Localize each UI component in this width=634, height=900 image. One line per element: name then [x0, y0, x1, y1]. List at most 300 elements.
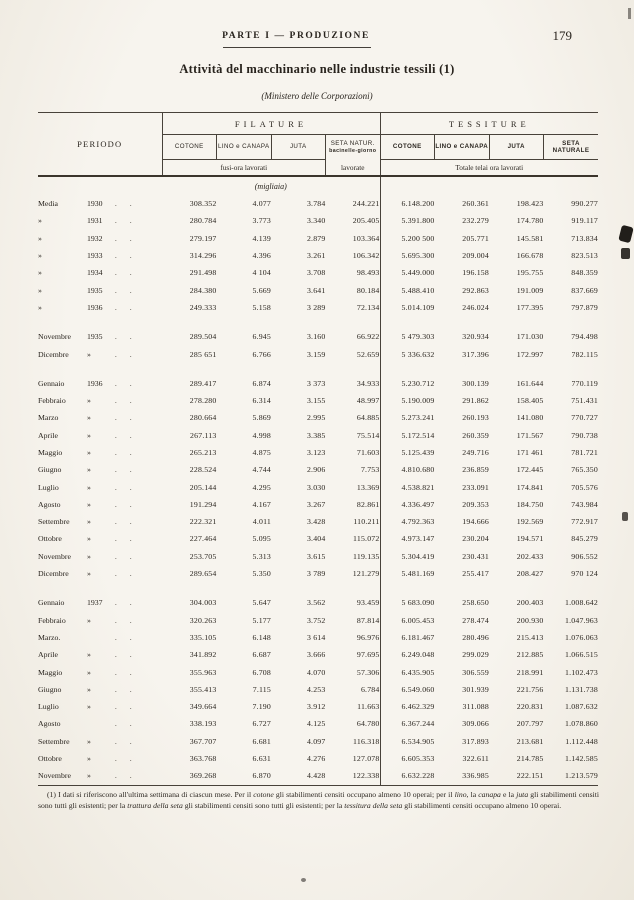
period-dots: . . [114, 448, 132, 457]
period-dots: . . [114, 349, 132, 359]
value-cell: 11.663 [326, 698, 381, 715]
table-row [38, 698, 598, 715]
period-label: Marzo. [38, 632, 61, 642]
value-cell: 236.859 [462, 465, 489, 475]
value-cell: 232.279 [462, 216, 489, 226]
value-cell: 215.413 [516, 632, 544, 642]
col-header-tessiture-seta-naturale: SETA NATURALE [544, 135, 599, 160]
filature-group-header: FILATURE [162, 113, 380, 135]
page-subtitle: (Ministero delle Corporazioni) [261, 91, 373, 101]
table-row [38, 530, 598, 547]
period-year: » [86, 499, 91, 509]
value-cell: 227.464 [189, 534, 217, 544]
value-cell: 3.155 [306, 396, 326, 406]
period-cell [38, 427, 162, 444]
period-cell [38, 328, 162, 345]
period-cell [38, 513, 162, 530]
value-cell: 3.123 [306, 448, 326, 457]
value-cell: 289.504 [189, 332, 217, 342]
period-cell [38, 299, 162, 316]
value-cell: 6.631 [252, 754, 271, 764]
period-cell [38, 444, 162, 461]
value-cell: 4.538.821 [401, 482, 435, 492]
value-cell: 823.513 [571, 251, 598, 261]
value-cell: 6.148 [252, 632, 271, 642]
value-cell: 191.294 [189, 499, 217, 509]
period-year: » [86, 615, 91, 625]
value-cell: 174.841 [516, 482, 544, 492]
value-cell: 246.024 [462, 302, 489, 312]
value-cell: 292.863 [462, 285, 489, 295]
scan-artifact [618, 225, 634, 243]
value-cell: 320.934 [462, 332, 489, 342]
period-cell [38, 715, 162, 732]
value-cell: 308.352 [189, 199, 217, 209]
value-cell: 6.534.905 [401, 736, 435, 746]
value-cell: 4.139 [252, 233, 271, 243]
value-cell: 291.498 [189, 268, 217, 278]
value-cell: 158.405 [516, 396, 544, 406]
value-cell: 6.435.905 [401, 667, 435, 677]
page-title: Attività del macchinario nelle industrie tessili (1) [179, 62, 455, 76]
period-label: Luglio [38, 702, 59, 712]
value-cell: 335.105 [189, 632, 217, 642]
table-row [38, 345, 598, 362]
table-row [38, 212, 598, 229]
period-cell [38, 281, 162, 298]
value-cell: 4.428 [306, 771, 326, 781]
period-year: » [86, 517, 91, 527]
period-year: » [86, 396, 91, 406]
period-cell [38, 681, 162, 698]
period-dots: . . [114, 551, 132, 561]
tessiture-group-header: TESSITURE [380, 113, 598, 135]
period-dots: . . [114, 598, 132, 608]
value-cell: 249.716 [462, 448, 489, 457]
value-cell: 322.611 [462, 754, 489, 764]
value-cell: 278.474 [462, 615, 489, 625]
value-cell: 338.193 [189, 719, 217, 729]
value-cell: 3.385 [306, 430, 326, 440]
period-dots: . . [114, 719, 132, 729]
period-dots: . . [114, 771, 132, 781]
period-dots: . . [114, 736, 132, 746]
value-cell: 209.353 [462, 499, 489, 509]
seta-header-line1: SETA NATUR. [330, 140, 375, 148]
value-cell: 207.797 [516, 719, 544, 729]
value-cell: 6.249.048 [401, 650, 435, 660]
value-cell: 57.306 [326, 663, 381, 680]
period-dots: . . [114, 268, 132, 278]
value-cell: 990.277 [571, 199, 598, 209]
subheader-fusi-ora: fusi-ora lavorati [162, 160, 326, 177]
value-cell: 230.204 [462, 534, 489, 544]
value-cell: 291.862 [462, 396, 489, 406]
value-cell: 4.810.680 [401, 465, 435, 475]
value-cell: 5.481.169 [401, 569, 435, 579]
value-cell: 6.314 [252, 396, 271, 406]
value-cell: 300.139 [462, 378, 489, 388]
value-cell: 751.431 [571, 396, 598, 406]
value-cell: 336.985 [462, 771, 489, 781]
value-cell: 191.009 [516, 285, 544, 295]
period-label: Dicembre [38, 349, 69, 359]
value-cell: 6.874 [252, 378, 271, 388]
period-label: Settembre [38, 517, 70, 527]
value-cell: 255.417 [462, 569, 489, 579]
value-cell: 6.549.060 [401, 684, 435, 694]
value-cell: 3.160 [306, 332, 326, 342]
value-cell: 116.318 [326, 733, 381, 750]
col-header-tessiture-cotone: COTONE [380, 135, 435, 160]
value-cell: 97.695 [326, 646, 381, 663]
value-cell: 192.569 [516, 517, 544, 527]
value-cell: 320.263 [189, 615, 217, 625]
period-year: » [86, 736, 91, 746]
table-row [38, 681, 598, 698]
period-year: 1933 [86, 251, 103, 261]
value-cell: 194.571 [516, 534, 544, 544]
value-cell: 71.603 [326, 444, 381, 461]
period-label: Ottobre [38, 754, 62, 764]
value-cell: 3.773 [252, 216, 271, 226]
value-cell: 260.361 [462, 199, 489, 209]
period-label: Aprile [38, 650, 58, 660]
period-cell [38, 392, 162, 409]
value-cell: 5 683.090 [401, 598, 435, 608]
value-cell: 6.687 [252, 650, 271, 660]
value-cell: 80.184 [326, 281, 381, 298]
period-dots: . . [114, 569, 132, 579]
value-cell: 5.647 [252, 598, 271, 608]
value-cell: 5.177 [252, 615, 271, 625]
value-cell: 1.047.963 [565, 615, 598, 625]
table-row [38, 548, 598, 565]
value-cell: 5.158 [252, 302, 271, 312]
value-cell: 260.359 [462, 430, 489, 440]
value-cell: 161.644 [516, 378, 544, 388]
period-cell [38, 565, 162, 582]
period-dots: . . [114, 332, 132, 342]
period-label: Marzo [38, 413, 59, 423]
value-cell: 98.493 [326, 264, 381, 281]
period-dots: . . [114, 216, 132, 226]
value-cell: 280.664 [189, 413, 217, 423]
value-cell: 6.462.329 [401, 702, 435, 712]
value-cell: 314.296 [189, 251, 217, 261]
value-cell: 363.768 [189, 754, 217, 764]
value-cell: 770.119 [571, 378, 598, 388]
period-cell [38, 375, 162, 392]
value-cell: 3.428 [306, 517, 326, 527]
period-label: » [38, 251, 42, 261]
period-label: Febbraio [38, 615, 66, 625]
value-cell: 790.738 [571, 430, 598, 440]
period-label: Ottobre [38, 534, 62, 544]
value-cell: 260.193 [462, 413, 489, 423]
period-label: Luglio [38, 482, 59, 492]
value-cell: 5.273.241 [401, 413, 435, 423]
period-year: 1935 [86, 285, 103, 295]
value-cell: 1.008.642 [565, 598, 598, 608]
value-cell: 64.780 [326, 715, 381, 732]
value-cell: 93.459 [326, 594, 381, 611]
col-header-tessiture-lino-canapa: LINO e CANAPA [435, 135, 490, 160]
value-cell: 5 336.632 [401, 349, 435, 359]
value-cell: 103.364 [326, 230, 381, 247]
value-cell: 222.151 [516, 771, 544, 781]
period-label: » [38, 216, 42, 226]
period-label: » [38, 268, 42, 278]
value-cell: 3 373 [306, 378, 326, 388]
running-head-title: PARTE I — PRODUZIONE [222, 31, 370, 41]
value-cell: 5.014.109 [401, 302, 435, 312]
value-cell: 82.861 [326, 496, 381, 513]
period-year: 1937 [86, 598, 103, 608]
table-row [38, 496, 598, 513]
value-cell: 177.395 [516, 302, 544, 312]
value-cell: 3.340 [306, 216, 326, 226]
value-cell: 280.496 [462, 632, 489, 642]
period-cell [38, 629, 162, 646]
value-cell: 4 104 [252, 268, 271, 278]
period-cell [38, 461, 162, 478]
period-year: 1931 [86, 216, 103, 226]
period-cell [38, 767, 162, 785]
period-label: Gennaio [38, 378, 65, 388]
value-cell: 782.115 [571, 349, 598, 359]
value-cell: 299.029 [462, 650, 489, 660]
period-dots: . . [114, 413, 132, 423]
value-cell: 5.695.300 [401, 251, 435, 261]
value-cell: 4.973.147 [401, 534, 435, 544]
value-cell: 3.562 [306, 598, 326, 608]
period-label: Media [38, 199, 58, 209]
value-cell: 64.885 [326, 409, 381, 426]
value-cell: 713.834 [571, 233, 598, 243]
period-cell [38, 698, 162, 715]
value-cell: 5.313 [252, 551, 271, 561]
value-cell: 906.552 [571, 551, 598, 561]
value-cell: 75.514 [326, 427, 381, 444]
period-year: 1935 [86, 332, 103, 342]
value-cell: 4.875 [252, 448, 271, 457]
value-cell: 258.650 [462, 598, 489, 608]
period-dots: . . [114, 615, 132, 625]
period-cell [38, 612, 162, 629]
value-cell: 7.115 [252, 684, 271, 694]
period-year: » [86, 482, 91, 492]
value-cell: 145.581 [516, 233, 544, 243]
value-cell: 249.333 [189, 302, 217, 312]
value-cell: 195.755 [516, 268, 544, 278]
value-cell: 253.705 [189, 551, 217, 561]
unit-note: (migliaia) [162, 176, 380, 195]
period-label: Febbraio [38, 396, 66, 406]
period-label: Settembre [38, 736, 70, 746]
value-cell: 3.615 [306, 551, 326, 561]
value-cell: 221.756 [516, 684, 544, 694]
value-cell: 3.267 [306, 499, 326, 509]
period-year: » [86, 551, 91, 561]
subheader-seta-lavorate: lavorate [326, 160, 381, 177]
period-label: Novembre [38, 332, 71, 342]
value-cell: 214.785 [516, 754, 544, 764]
period-cell [38, 594, 162, 611]
value-cell: 4.792.363 [401, 517, 435, 527]
value-cell: 5.449.000 [401, 268, 435, 278]
value-cell: 3.784 [306, 199, 326, 209]
value-cell: 6.148.200 [401, 199, 435, 209]
table-row [38, 409, 598, 426]
value-cell: 2.995 [306, 413, 326, 423]
value-cell: 5.391.800 [401, 216, 435, 226]
value-cell: 1.213.579 [565, 771, 598, 781]
value-cell: 200.930 [516, 615, 544, 625]
value-cell: 171.567 [516, 430, 544, 440]
table-row [38, 565, 598, 582]
value-cell: 1.112.448 [565, 736, 598, 746]
period-dots: . . [114, 632, 132, 642]
value-cell: 301.939 [462, 684, 489, 694]
value-cell: 289.654 [189, 569, 217, 579]
periodo-column-header: PERIODO [38, 113, 162, 177]
value-cell: 770.727 [571, 413, 598, 423]
value-cell: 3 789 [306, 569, 326, 579]
value-cell: 5.190.009 [401, 396, 435, 406]
period-cell [38, 264, 162, 281]
table-row [38, 444, 598, 461]
value-cell: 34.933 [326, 375, 381, 392]
value-cell: 4.077 [252, 199, 271, 209]
value-cell: 6.870 [252, 771, 271, 781]
value-cell: 278.280 [189, 396, 217, 406]
period-dots: . . [114, 684, 132, 694]
value-cell: 3.666 [306, 650, 326, 660]
value-cell: 3 289 [306, 302, 326, 312]
value-cell: 369.268 [189, 771, 217, 781]
period-dots: . . [114, 465, 132, 475]
period-year: » [86, 569, 91, 579]
period-cell [38, 230, 162, 247]
period-cell [38, 663, 162, 680]
value-cell: 2.879 [306, 233, 326, 243]
table-row [38, 195, 598, 212]
period-label: Maggio [38, 667, 63, 677]
value-cell: 66.922 [326, 328, 381, 345]
period-year: » [86, 650, 91, 660]
value-cell: 171.030 [516, 332, 544, 342]
period-year: » [86, 448, 91, 457]
value-cell: 5.669 [252, 285, 271, 295]
period-dots: . . [114, 430, 132, 440]
period-label: » [38, 302, 42, 312]
table-row [38, 612, 598, 629]
value-cell: 220.831 [516, 702, 544, 712]
table-row [38, 247, 598, 264]
value-cell: 919.117 [571, 216, 598, 226]
value-cell: 233.091 [462, 482, 489, 492]
value-cell: 72.134 [326, 299, 381, 316]
period-year: » [86, 754, 91, 764]
value-cell: 4.396 [252, 251, 271, 261]
value-cell: 5.869 [252, 413, 271, 423]
value-cell: 6.766 [252, 349, 271, 359]
period-dots: . . [114, 378, 132, 388]
value-cell: 317.396 [462, 349, 489, 359]
running-head-rule [223, 47, 371, 48]
value-cell: 174.780 [516, 216, 544, 226]
value-cell: 743.984 [571, 499, 598, 509]
scan-artifact [628, 8, 631, 19]
table-row [38, 461, 598, 478]
value-cell: 781.721 [571, 448, 598, 457]
col-header-filature-lino-canapa: LINO e CANAPA [217, 135, 272, 160]
period-cell [38, 496, 162, 513]
table-row [38, 264, 598, 281]
value-cell: 3.261 [306, 251, 326, 261]
period-label: Gennaio [38, 598, 65, 608]
period-dots: . . [114, 233, 132, 243]
table-row [38, 629, 598, 646]
period-dots: . . [114, 285, 132, 295]
table-row [38, 767, 598, 785]
value-cell: 212.885 [516, 650, 544, 660]
period-cell [38, 478, 162, 495]
period-dots: . . [114, 199, 132, 209]
value-cell: 121.279 [326, 565, 381, 582]
period-label: Novembre [38, 771, 71, 781]
table-row [38, 375, 598, 392]
period-label: Agosto [38, 499, 61, 509]
table-row [38, 513, 598, 530]
period-label: Giugno [38, 684, 62, 694]
table-row [38, 733, 598, 750]
value-cell: 1.087.632 [565, 702, 598, 712]
value-cell: 4.744 [252, 465, 271, 475]
value-cell: 5 479.303 [401, 332, 435, 342]
value-cell: 6.632.228 [401, 771, 435, 781]
value-cell: 202.433 [516, 551, 544, 561]
period-year: » [86, 667, 91, 677]
value-cell: 306.559 [462, 667, 489, 677]
value-cell: 6.681 [252, 736, 271, 746]
period-year: » [86, 349, 91, 359]
value-cell: 4.167 [252, 499, 271, 509]
period-year: 1936 [86, 302, 103, 312]
value-cell: 205.405 [326, 212, 381, 229]
value-cell: 304.003 [189, 598, 217, 608]
value-cell: 1.066.515 [565, 650, 598, 660]
seta-header-line2: bacinelle-giorno [329, 147, 377, 154]
period-label: » [38, 285, 42, 295]
period-label: Giugno [38, 465, 62, 475]
value-cell: 848.359 [571, 268, 598, 278]
value-cell: 96.976 [326, 629, 381, 646]
value-cell: 341.892 [189, 650, 217, 660]
value-cell: 3.404 [306, 534, 326, 544]
table-body [38, 176, 598, 785]
value-cell: 355.963 [189, 667, 217, 677]
col-header-filature-cotone: COTONE [162, 135, 217, 160]
value-cell: 166.678 [516, 251, 544, 261]
period-cell [38, 646, 162, 663]
value-cell: 6.708 [252, 667, 271, 677]
value-cell: 222.321 [189, 517, 217, 527]
value-cell: 3.641 [306, 285, 326, 295]
value-cell: 267.113 [190, 430, 217, 440]
value-cell: 4.998 [252, 430, 271, 440]
